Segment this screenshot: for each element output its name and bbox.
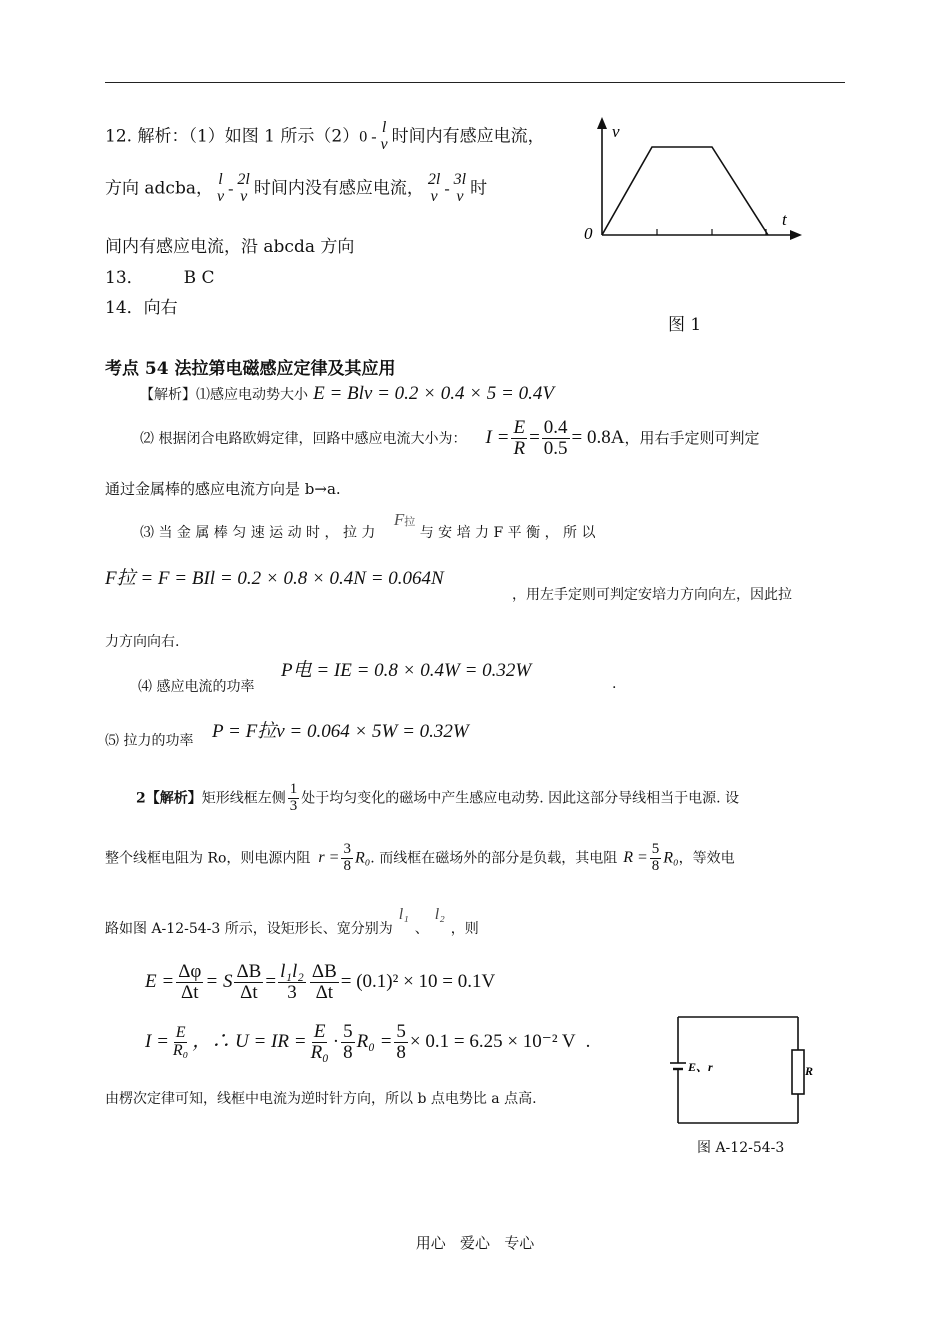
p2-conclusion: 由楞次定律可知，线框中电流为逆时针方向，所以 b 点电势比 a 点高. xyxy=(105,1091,537,1107)
q12-line1: 12. 解析：（1）如图 1 所示（2）0 - l v 时间内有感应电流， xyxy=(105,119,545,153)
q13-answer: B C xyxy=(183,268,215,288)
p2-frac-1-3: $\frac{1}{3}$ xyxy=(289,781,298,814)
page-footer: 用心 爱心 专心 xyxy=(415,1234,535,1252)
q12-line2: 方向 adcba， l v - 2l v 时间内没有感应电流， 2l v - 3l v 时 xyxy=(105,171,488,205)
fig1-origin-label: 0 xyxy=(584,224,593,243)
s54-p2: ⑵ 根据闭合电路欧姆定律，回路中感应电流大小为： I = $\frac{E}{R}$ = $\frac{0.4}{0.5}$ = 0.8A，用右手定则可判定 xyxy=(140,417,760,459)
section-title: 考点 54 法拉第电磁感应定律及其应用 xyxy=(105,359,396,379)
s54-p3-equation: F拉 = F = BIl = 0.2 × 0.8 × 0.4N = 0.064N xyxy=(105,568,444,589)
s54-p4-intro: ⑷ 感应电流的功率 xyxy=(138,679,255,695)
fig1-caption: 图 1 xyxy=(668,315,702,335)
s54-p2-frac-ER: $\frac{E}{R}$ xyxy=(513,417,526,459)
source-label: E、r xyxy=(688,1060,713,1074)
s54-p1: 【解析】⑴感应电动势大小 E = Blv = 0.2 × 0.4 × 5 = 0.4V xyxy=(140,383,554,404)
q12-zero: 0 xyxy=(359,128,368,146)
q12-frac-l-v: l v xyxy=(380,119,388,153)
p2-frac-5-8: $\frac{5}{8}$ xyxy=(651,841,660,874)
p2-equation-E: E = $\frac{\Delta\varphi}{\Delta t}$ = S $\frac{\Delta B}{\Delta t}$ = $\frac{\text{l₁l₂}}{3}$ $\frac{\Delta B}{\Delta t}$ = (0.1)² × 10 = 0.1V xyxy=(145,961,496,1003)
s54-p3-line3: 力方向向右. xyxy=(105,634,180,650)
q13-line: 13． B C xyxy=(105,268,215,288)
s54-p3-line1: ⑶ 当 金 属 棒 匀 速 运 动 时 ， 拉 力 F拉 与 安 培 力 F 平 衡 ， 所 以 xyxy=(140,510,596,541)
s54-p4-dot: . xyxy=(612,676,617,692)
s54-p5-intro: ⑸ 拉力的功率 xyxy=(105,733,194,749)
q12-line3: 间内有感应电流，沿 abcda 方向 xyxy=(105,237,355,257)
circuit-caption: 图 A-12-54-3 xyxy=(697,1140,785,1156)
fig1-vt-graph xyxy=(578,115,808,245)
s54-p4-equation: P电 = IE = 0.8 × 0.4W = 0.32W xyxy=(281,660,532,681)
fig1-v-label: v xyxy=(612,122,620,141)
s54-p2-frac-num: $\frac{0.4}{0.5}$ xyxy=(543,417,568,459)
p2-frac-3-8: $\frac{3}{8}$ xyxy=(343,841,351,874)
q12-frac-2: 2l v xyxy=(237,171,250,205)
q12-frac-4: 3l v xyxy=(453,171,467,205)
circuit-diagram xyxy=(662,1010,812,1130)
p2-line2: 整个线框电阻为 Ro，则电源内阻 r = $\frac{3}{8}$ R₀. 而线框在磁场外的部分是负载，其电阻 R = $\frac{5}{8}$ R₀，等效电 xyxy=(105,841,735,874)
s54-p5-equation: P = F拉v = 0.064 × 5W = 0.32W xyxy=(212,721,469,742)
fig1-velocity-line xyxy=(602,147,768,235)
q14-line: 14．向右 xyxy=(105,298,178,318)
p2-line1: 2【解析】矩形线框左侧 $\frac{1}{3}$ 处于均匀变化的磁场中产生感应电动势. 因此这部分导线相当于电源. 设 xyxy=(136,781,740,814)
resistor xyxy=(792,1050,804,1094)
s54-p1-equation: E = Blv = 0.2 × 0.4 × 5 = 0.4V xyxy=(313,383,554,404)
q12-frac-1: l v xyxy=(216,171,225,205)
fig1-t-label: t xyxy=(782,210,787,229)
header-rule xyxy=(105,82,845,83)
q12-frac-3: 2l v xyxy=(427,171,441,205)
resistor-label: R xyxy=(805,1064,814,1078)
s54-p3-tail: ，用左手定则可判定安培力方向向左，因此拉 xyxy=(512,587,792,603)
fig1-v-arrow xyxy=(597,117,607,129)
p2-line3: 路如图 A-12-54-3 所示，设矩形长、宽分别为l₁、l₂，则 xyxy=(105,906,479,937)
s54-p2-line2: 通过金属棒的感应电流方向是 b→a. xyxy=(105,480,341,498)
fig1-t-arrow xyxy=(790,230,802,240)
p2-equation-I: I = $\frac{E}{\text{R₀}}$ ，∴ U = IR = $\frac{E}{\text{R₀}}$ · $\frac{5}{8}$ R₀ = $\frac{5}{8}$ × 0.1 = 6.25 × 10⁻² V . xyxy=(145,1021,591,1063)
